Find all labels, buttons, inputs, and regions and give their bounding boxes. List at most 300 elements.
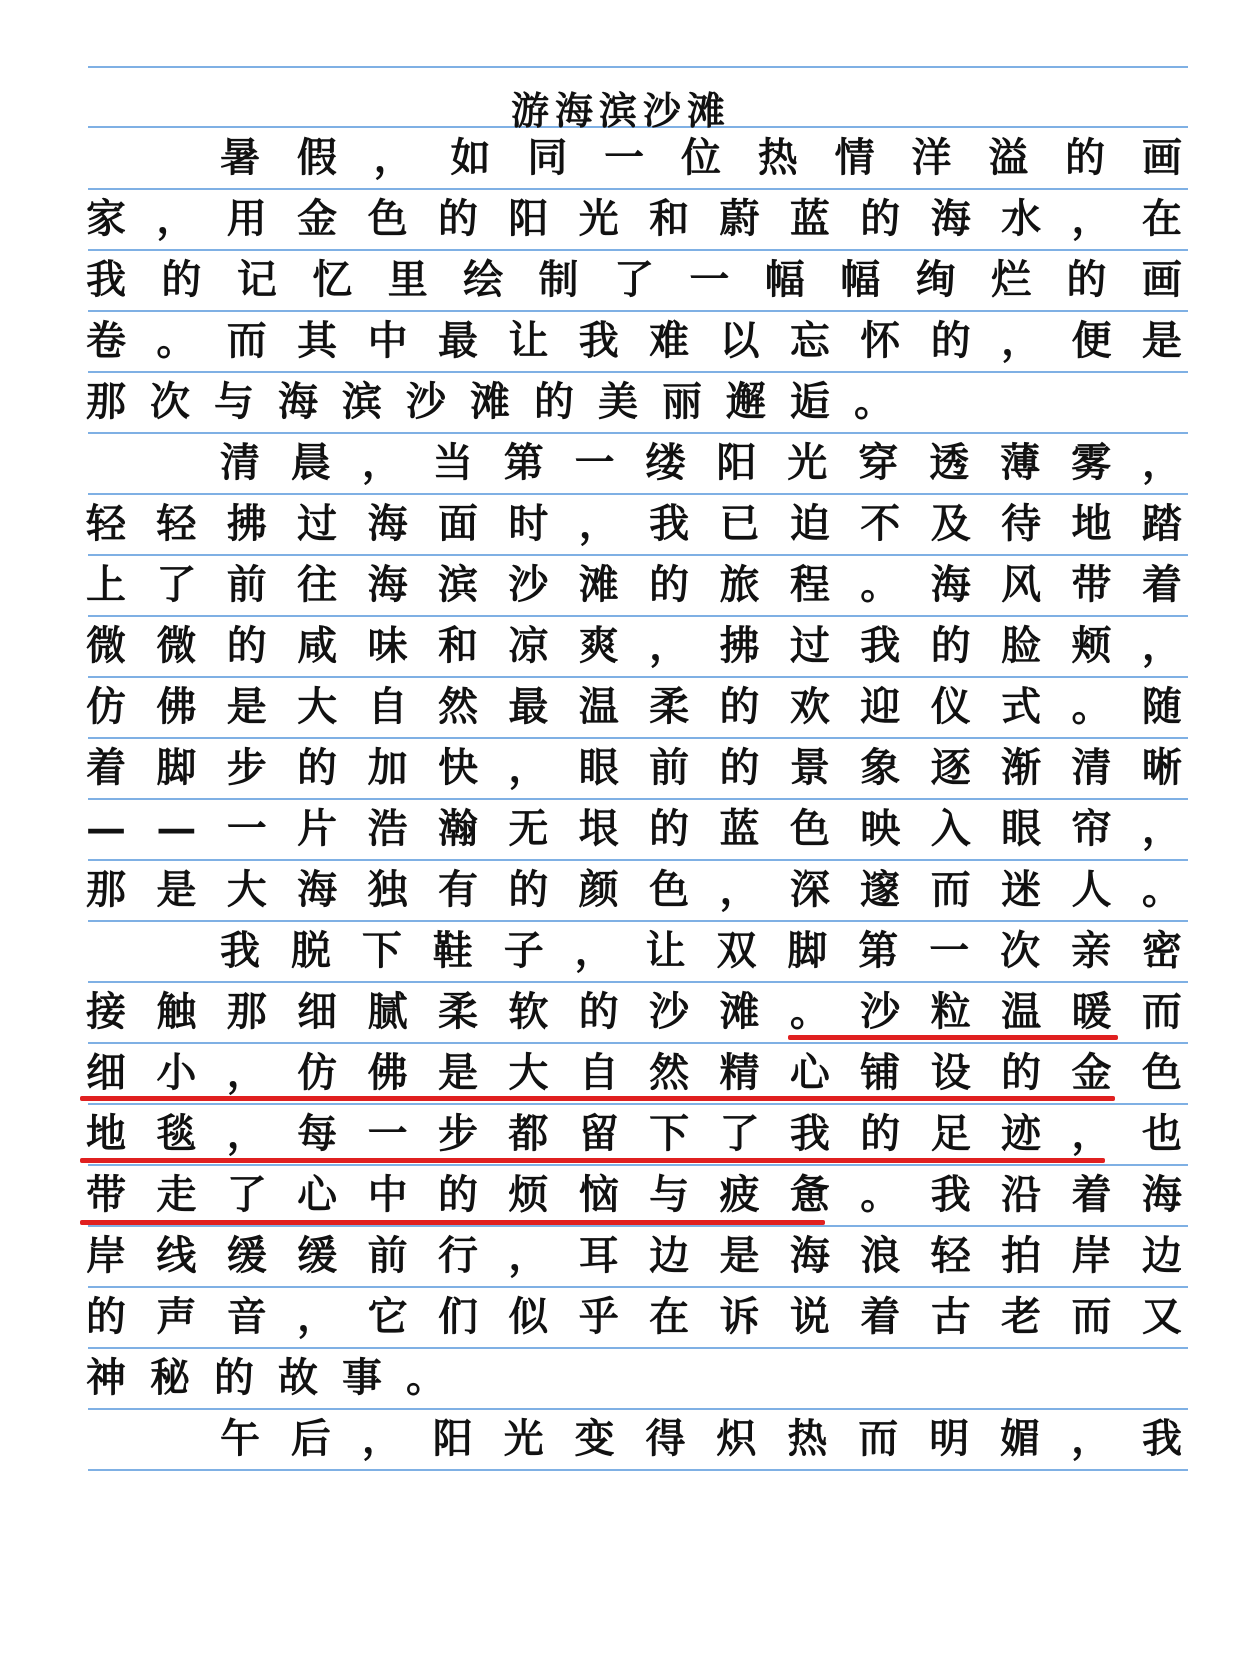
character: 其 xyxy=(297,317,338,364)
essay-line xyxy=(84,370,1184,430)
essay-line xyxy=(218,431,1184,491)
character: 着 xyxy=(86,744,126,791)
character: 情 xyxy=(834,134,875,181)
character: 疲 xyxy=(719,1171,760,1218)
character: 绘 xyxy=(463,256,504,303)
character: 恼 xyxy=(578,1171,619,1218)
character: 的 xyxy=(161,256,202,303)
character: 的 xyxy=(719,744,760,791)
character: 穿 xyxy=(858,439,899,486)
character: 们 xyxy=(437,1293,478,1340)
character: 。 xyxy=(860,561,901,608)
essay-line xyxy=(84,614,1184,674)
character: 的 xyxy=(719,683,760,730)
character: 我 xyxy=(1141,1415,1182,1462)
essay-line xyxy=(84,248,1184,308)
character: 深 xyxy=(789,866,830,913)
character: 渐 xyxy=(1001,744,1042,791)
character: 海 xyxy=(367,500,408,547)
character: 让 xyxy=(645,927,686,974)
character: 佛 xyxy=(156,683,197,730)
character: 难 xyxy=(649,317,690,364)
character: — xyxy=(156,805,197,852)
character: 柔 xyxy=(649,683,690,730)
character: 然 xyxy=(649,1049,690,1096)
character: 子 xyxy=(503,927,544,974)
character: 过 xyxy=(789,622,830,669)
character: 色 xyxy=(367,195,408,242)
character: 入 xyxy=(930,805,971,852)
character: 声 xyxy=(156,1293,197,1340)
character: 说 xyxy=(789,1293,830,1340)
character: ， xyxy=(1071,195,1112,242)
character: 次 xyxy=(150,378,190,425)
character: 怀 xyxy=(860,317,901,364)
character: 一 xyxy=(574,439,615,486)
character: 与 xyxy=(649,1171,690,1218)
character: 细 xyxy=(297,988,338,1035)
essay-line xyxy=(84,1102,1184,1162)
character: ， xyxy=(1141,439,1182,486)
character: 海 xyxy=(1141,1171,1182,1218)
character: 海 xyxy=(789,1232,830,1279)
character: 脚 xyxy=(787,927,828,974)
character: 色 xyxy=(1141,1049,1182,1096)
character: 不 xyxy=(860,500,901,547)
character: 佛 xyxy=(367,1049,408,1096)
essay-line xyxy=(84,187,1184,247)
character: 炽 xyxy=(716,1415,757,1462)
character: 家 xyxy=(86,195,126,242)
character: 烂 xyxy=(991,256,1032,303)
character: 美 xyxy=(598,378,638,425)
character: 拍 xyxy=(1001,1232,1042,1279)
character: 邃 xyxy=(860,866,901,913)
character: 而 xyxy=(858,1415,899,1462)
character: 又 xyxy=(1141,1293,1182,1340)
character: 一 xyxy=(689,256,730,303)
red-underline xyxy=(80,1096,1115,1101)
character: 前 xyxy=(649,744,690,791)
character: 缓 xyxy=(226,1232,267,1279)
character: 景 xyxy=(789,744,830,791)
character: 足 xyxy=(930,1110,971,1157)
character: 前 xyxy=(226,561,267,608)
character: ， xyxy=(361,1415,402,1462)
character: 海 xyxy=(297,866,338,913)
character: 色 xyxy=(789,805,830,852)
character: 位 xyxy=(680,134,721,181)
character: 滩 xyxy=(470,378,510,425)
character: 和 xyxy=(437,622,478,669)
essay-line xyxy=(218,1407,1184,1467)
character: 后 xyxy=(290,1415,331,1462)
character: 阳 xyxy=(508,195,549,242)
character: 仿 xyxy=(86,683,126,730)
character: 无 xyxy=(508,805,549,852)
character: 绚 xyxy=(915,256,956,303)
character: 面 xyxy=(437,500,478,547)
character: 在 xyxy=(1141,195,1182,242)
character: 鞋 xyxy=(432,927,473,974)
character: 制 xyxy=(538,256,579,303)
character: 。 xyxy=(1071,683,1112,730)
character: 过 xyxy=(297,500,338,547)
character: 蔚 xyxy=(719,195,760,242)
character: 帘 xyxy=(1071,805,1112,852)
character: 晨 xyxy=(290,439,331,486)
character: 逐 xyxy=(930,744,971,791)
character: 一 xyxy=(367,1110,408,1157)
character: 我 xyxy=(860,622,901,669)
character: 的 xyxy=(437,1171,478,1218)
character: 人 xyxy=(1071,866,1112,913)
character: 用 xyxy=(226,195,267,242)
character: 粒 xyxy=(930,988,971,1035)
character: 自 xyxy=(578,1049,619,1096)
character: 金 xyxy=(297,195,338,242)
character: 柔 xyxy=(437,988,478,1035)
character: 脸 xyxy=(1001,622,1042,669)
essay-line xyxy=(84,492,1184,552)
essay-line xyxy=(84,858,1184,918)
character: 缓 xyxy=(297,1232,338,1279)
character: 变 xyxy=(574,1415,615,1462)
character: ， xyxy=(649,622,690,669)
character: 仿 xyxy=(297,1049,338,1096)
character: 迹 xyxy=(1001,1110,1042,1157)
character: 一 xyxy=(929,927,970,974)
character: 密 xyxy=(1141,927,1182,974)
character: 中 xyxy=(367,1171,408,1218)
character: 洋 xyxy=(911,134,952,181)
character: 金 xyxy=(1071,1049,1112,1096)
character: 水 xyxy=(1001,195,1042,242)
character: ， xyxy=(156,195,197,242)
character: 精 xyxy=(719,1049,760,1096)
character: 风 xyxy=(1001,561,1042,608)
character: 式 xyxy=(1001,683,1042,730)
essay-line xyxy=(84,1041,1184,1101)
character: 海 xyxy=(930,561,971,608)
character: 拂 xyxy=(719,622,760,669)
character: 浪 xyxy=(860,1232,901,1279)
character: 走 xyxy=(156,1171,197,1218)
character: 轻 xyxy=(156,500,197,547)
character: 画 xyxy=(1141,256,1182,303)
ruled-line xyxy=(88,1469,1188,1471)
character: 事 xyxy=(342,1354,382,1401)
character: 与 xyxy=(214,378,254,425)
character: 然 xyxy=(437,683,478,730)
essay-line xyxy=(84,1285,1184,1345)
character: 似 xyxy=(508,1293,549,1340)
character: 线 xyxy=(156,1232,197,1279)
character: ， xyxy=(574,927,615,974)
essay-line xyxy=(84,1224,1184,1284)
character: 地 xyxy=(1071,500,1112,547)
character: 铺 xyxy=(860,1049,901,1096)
character: 浩 xyxy=(367,805,408,852)
character: 。 xyxy=(789,988,830,1035)
character: 温 xyxy=(578,683,619,730)
character: 的 xyxy=(508,866,549,913)
character: 。 xyxy=(1141,866,1182,913)
character: 一 xyxy=(604,134,645,181)
character: 眼 xyxy=(1001,805,1042,852)
character: 溢 xyxy=(988,134,1029,181)
character: 仪 xyxy=(930,683,971,730)
character: 蓝 xyxy=(789,195,830,242)
character: 岸 xyxy=(86,1232,126,1279)
character: 逅 xyxy=(790,378,830,425)
character: 旅 xyxy=(719,561,760,608)
character: 我 xyxy=(86,256,126,303)
character: 时 xyxy=(508,500,549,547)
character: 温 xyxy=(1001,988,1042,1035)
character: 了 xyxy=(156,561,197,608)
character: 了 xyxy=(719,1110,760,1157)
character: 记 xyxy=(236,256,277,303)
character: 阳 xyxy=(716,439,757,486)
character: 沙 xyxy=(406,378,446,425)
character: 是 xyxy=(719,1232,760,1279)
character: 烦 xyxy=(508,1171,549,1218)
character: 清 xyxy=(220,439,260,486)
character: 光 xyxy=(787,439,828,486)
character: 都 xyxy=(508,1110,549,1157)
character: 的 xyxy=(578,988,619,1035)
character: 得 xyxy=(645,1415,686,1462)
character: 细 xyxy=(86,1049,126,1096)
character: 凉 xyxy=(508,622,549,669)
character: 味 xyxy=(367,622,408,669)
character: 沙 xyxy=(649,988,690,1035)
character: ， xyxy=(1141,805,1182,852)
character: 滨 xyxy=(342,378,382,425)
character: 象 xyxy=(860,744,901,791)
character: ， xyxy=(1001,317,1042,364)
essay-line xyxy=(84,797,1184,857)
character: 大 xyxy=(297,683,338,730)
character: 微 xyxy=(156,622,197,669)
character: ， xyxy=(226,1049,267,1096)
character: 我 xyxy=(789,1110,830,1157)
character: — xyxy=(86,805,126,852)
character: 的 xyxy=(649,561,690,608)
character: 而 xyxy=(226,317,267,364)
character: 双 xyxy=(716,927,757,974)
character: 每 xyxy=(297,1110,338,1157)
character: 是 xyxy=(156,866,197,913)
character: 海 xyxy=(367,561,408,608)
character: 明 xyxy=(929,1415,970,1462)
character: 让 xyxy=(508,317,549,364)
red-underline xyxy=(788,1035,1118,1040)
character: 假 xyxy=(296,134,337,181)
character: 第 xyxy=(503,439,544,486)
character: 留 xyxy=(578,1110,619,1157)
character: 映 xyxy=(860,805,901,852)
character: 的 xyxy=(86,1293,126,1340)
character: 热 xyxy=(787,1415,828,1462)
character: 随 xyxy=(1141,683,1182,730)
character: 的 xyxy=(1065,134,1106,181)
character: ， xyxy=(373,134,414,181)
character: 清 xyxy=(1071,744,1112,791)
red-underline xyxy=(80,1220,825,1225)
character: 它 xyxy=(367,1293,408,1340)
character: 蓝 xyxy=(719,805,760,852)
essay-line xyxy=(84,553,1184,613)
character: 的 xyxy=(860,195,901,242)
character: 地 xyxy=(86,1110,126,1157)
essay-line xyxy=(218,126,1184,186)
character: ， xyxy=(226,1110,267,1157)
character: 滩 xyxy=(578,561,619,608)
character: 心 xyxy=(789,1049,830,1096)
essay-line xyxy=(84,980,1184,1040)
character: 快 xyxy=(437,744,478,791)
character: 及 xyxy=(930,500,971,547)
character: 垠 xyxy=(578,805,619,852)
character: 加 xyxy=(367,744,408,791)
character: 乎 xyxy=(578,1293,619,1340)
character: 上 xyxy=(86,561,126,608)
character: 片 xyxy=(297,805,338,852)
character: 暖 xyxy=(1071,988,1112,1035)
character: 下 xyxy=(361,927,402,974)
essay-line xyxy=(84,309,1184,369)
character: 诉 xyxy=(719,1293,760,1340)
character: 光 xyxy=(578,195,619,242)
character: 阳 xyxy=(432,1415,473,1462)
character: 咸 xyxy=(297,622,338,669)
character: 的 xyxy=(930,317,971,364)
character: 沿 xyxy=(1001,1171,1042,1218)
character: 的 xyxy=(437,195,478,242)
ruled-line xyxy=(88,66,1188,68)
character: 是 xyxy=(437,1049,478,1096)
character: 腻 xyxy=(367,988,408,1035)
character: 次 xyxy=(1000,927,1041,974)
essay-line xyxy=(84,675,1184,735)
character: 前 xyxy=(367,1232,408,1279)
character: 设 xyxy=(930,1049,971,1096)
character: 而 xyxy=(1141,988,1182,1035)
character: 步 xyxy=(437,1110,478,1157)
character: 媚 xyxy=(1000,1415,1041,1462)
character: 自 xyxy=(367,683,408,730)
character: 滨 xyxy=(437,561,478,608)
character: 了 xyxy=(613,256,654,303)
character: ， xyxy=(1071,1110,1112,1157)
character: 最 xyxy=(437,317,478,364)
character: 忘 xyxy=(789,317,830,364)
character: 忆 xyxy=(312,256,353,303)
character: 轻 xyxy=(86,500,126,547)
character: 透 xyxy=(929,439,970,486)
character: 画 xyxy=(1141,134,1182,181)
character: 的 xyxy=(1001,1049,1042,1096)
character: ， xyxy=(508,744,549,791)
character: 色 xyxy=(649,866,690,913)
character: 爽 xyxy=(578,622,619,669)
character: 如 xyxy=(450,134,491,181)
character: 雾 xyxy=(1071,439,1112,486)
character: 边 xyxy=(1141,1232,1182,1279)
character: 邂 xyxy=(726,378,766,425)
character: 也 xyxy=(1141,1110,1182,1157)
character: ， xyxy=(719,866,760,913)
character: 的 xyxy=(860,1110,901,1157)
character: 滩 xyxy=(719,988,760,1035)
character: 轻 xyxy=(930,1232,971,1279)
character: 同 xyxy=(527,134,568,181)
character: 脱 xyxy=(290,927,331,974)
character: 一 xyxy=(226,805,267,852)
character: 是 xyxy=(226,683,267,730)
character: 热 xyxy=(757,134,798,181)
character: 迎 xyxy=(860,683,901,730)
character: ， xyxy=(361,439,402,486)
character: 颊 xyxy=(1071,622,1112,669)
essay-line xyxy=(84,1346,1184,1406)
character: 瀚 xyxy=(437,805,478,852)
character: 我 xyxy=(649,500,690,547)
essay-line xyxy=(218,919,1184,979)
character: 微 xyxy=(86,622,126,669)
character: 午 xyxy=(220,1415,260,1462)
character: 便 xyxy=(1071,317,1112,364)
character: 海 xyxy=(930,195,971,242)
character: 那 xyxy=(86,378,126,425)
character: 大 xyxy=(508,1049,549,1096)
character: 大 xyxy=(226,866,267,913)
character: 我 xyxy=(578,317,619,364)
character: 欢 xyxy=(789,683,830,730)
character: 待 xyxy=(1001,500,1042,547)
character: 我 xyxy=(930,1171,971,1218)
character: 边 xyxy=(649,1232,690,1279)
character: 我 xyxy=(220,927,260,974)
character: 。 xyxy=(156,317,197,364)
character: 的 xyxy=(1066,256,1107,303)
character: 触 xyxy=(156,988,197,1035)
character: 故 xyxy=(278,1354,318,1401)
character: 那 xyxy=(86,866,126,913)
character: 脚 xyxy=(156,744,197,791)
character: 着 xyxy=(1141,561,1182,608)
character: 心 xyxy=(297,1171,338,1218)
character: 拂 xyxy=(226,500,267,547)
character: 秘 xyxy=(150,1354,190,1401)
character: 。 xyxy=(406,1354,446,1401)
character: 海 xyxy=(278,378,318,425)
character: 中 xyxy=(367,317,408,364)
character: 了 xyxy=(226,1171,267,1218)
character: 以 xyxy=(719,317,760,364)
character: 毯 xyxy=(156,1110,197,1157)
red-underline xyxy=(80,1158,1105,1163)
essay-line xyxy=(84,1163,1184,1223)
character: 沙 xyxy=(860,988,901,1035)
character: ， xyxy=(578,500,619,547)
character: 耳 xyxy=(578,1232,619,1279)
character: 而 xyxy=(930,866,971,913)
character: 有 xyxy=(437,866,478,913)
character: 颜 xyxy=(578,866,619,913)
